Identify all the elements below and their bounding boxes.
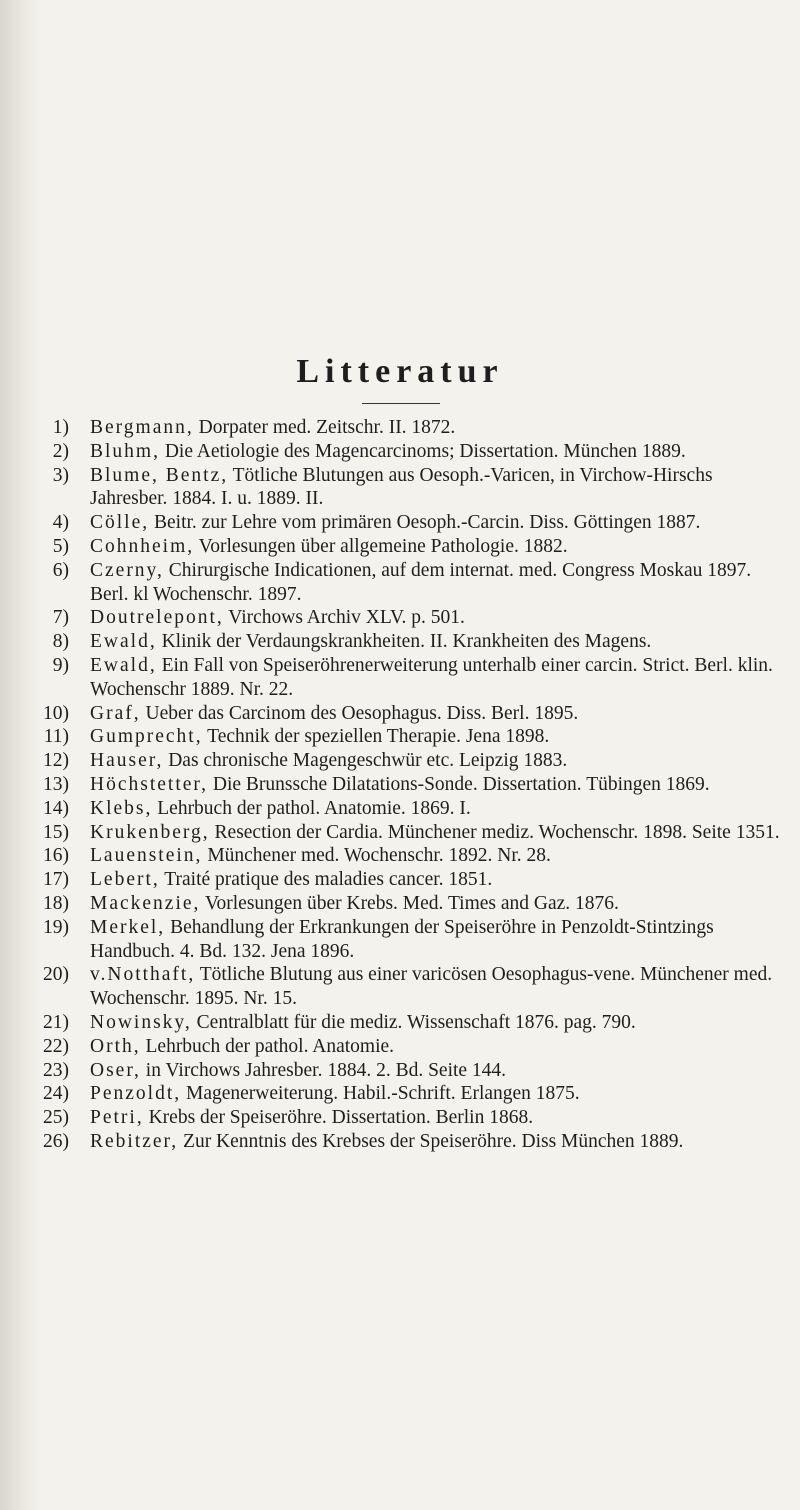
- reference-entry: [28, 963, 780, 1011]
- reference-text: Resection der Cardia. Münchener mediz. Wochenschr. 1898. Seite 1351.: [214, 821, 780, 843]
- reference-text: Münchener med. Wochenschr. 1892. Nr. 28.: [207, 845, 551, 867]
- reference-author: Ewald,: [90, 654, 157, 676]
- reference-number: 24): [43, 1083, 69, 1105]
- reference-text: Tötliche Blutungen aus Oesoph.-Varicen, in Virchow-Hirschs Jahresber. 1884. I. u. 1889. II.: [90, 464, 713, 510]
- reference-author: Oser,: [90, 1059, 141, 1081]
- reference-number: 8): [52, 631, 69, 653]
- reference-author: Ewald,: [90, 631, 157, 653]
- reference-author: Bluhm,: [90, 440, 160, 462]
- reference-entry: [28, 1082, 780, 1106]
- reference-author: Hauser,: [90, 750, 164, 772]
- reference-entry: [28, 606, 780, 630]
- reference-text: Die Brunssche Dilatations-Sonde. Dissertation. Tübingen 1869.: [212, 773, 710, 795]
- reference-author: Doutrelepont,: [90, 607, 224, 629]
- reference-author: v.Notthaft,: [90, 964, 196, 986]
- reference-number: 5): [52, 535, 69, 557]
- reference-number: 13): [43, 773, 69, 795]
- reference-entry: [28, 1059, 780, 1083]
- reference-number: 16): [43, 845, 69, 867]
- reference-author: Blume, Bentz,: [90, 464, 229, 486]
- reference-number: 2): [52, 440, 69, 462]
- reference-text: Tötliche Blutung aus einer varicösen Oesophagus-vene. Münchener med. Wochenschr. 1895. Nr. 15.: [90, 964, 773, 1010]
- reference-number: 4): [52, 512, 69, 534]
- reference-text: Magenerweiterung. Habil.-Schrift. Erlangen 1875.: [186, 1083, 580, 1105]
- reference-entry: [28, 464, 780, 512]
- reference-entry: [28, 511, 780, 535]
- reference-author: Cölle,: [90, 512, 150, 534]
- reference-author: Lauenstein,: [90, 845, 203, 867]
- reference-text: Das chronische Magengeschwür etc. Leipzig 1883.: [168, 750, 568, 772]
- reference-text: Ein Fall von Speiseröhrenerweiterung unterhalb einer carcin. Strict. Berl. klin. Wochenschr 1889. Nr. 22.: [90, 654, 773, 700]
- reference-number: 19): [43, 916, 69, 938]
- reference-number: 10): [43, 702, 69, 724]
- reference-entry: [28, 535, 780, 559]
- reference-author: Krukenberg,: [90, 821, 210, 843]
- reference-number: 22): [43, 1035, 69, 1057]
- reference-entry: [28, 1011, 780, 1035]
- reference-text: Krebs der Speiseröhre. Dissertation. Berlin 1868.: [148, 1107, 534, 1129]
- reference-text: Beitr. zur Lehre vom primären Oesoph.-Carcin. Diss. Göttingen 1887.: [154, 512, 701, 534]
- reference-author: Rebitzer,: [90, 1130, 179, 1152]
- reference-text: Behandlung der Erkrankungen der Speiseröhre in Penzoldt-Stintzings Handbuch. 4. Bd. 132. Jena 1896.: [90, 916, 714, 962]
- reference-author: Bergmann,: [90, 417, 194, 438]
- reference-number: 14): [43, 797, 69, 819]
- reference-text: Die Aetiologie des Magencarcinoms; Dissertation. München 1889.: [164, 440, 686, 462]
- reference-author: Höchstetter,: [90, 773, 208, 795]
- reference-text: Chirurgische Indicationen, auf dem internat. med. Congress Moskau 1897. Berl. kl Wochenschr. 1897.: [90, 559, 752, 605]
- reference-author: Merkel,: [90, 916, 166, 938]
- reference-author: Penzoldt,: [90, 1083, 182, 1105]
- reference-entry: [28, 416, 780, 440]
- reference-text: Virchows Archiv XLV. p. 501.: [228, 607, 465, 629]
- reference-text: Traité pratique des maladies cancer. 1851.: [164, 869, 493, 891]
- reference-entry: [28, 821, 780, 845]
- reference-entry: [28, 559, 780, 607]
- reference-number: 23): [43, 1059, 69, 1081]
- reference-number: 21): [43, 1011, 69, 1033]
- reference-author: Czerny,: [90, 559, 164, 581]
- reference-author: Cohnheim,: [90, 535, 195, 557]
- reference-number: 1): [52, 417, 69, 438]
- reference-text: Dorpater med. Zeitschr. II. 1872.: [198, 417, 456, 438]
- reference-number: 15): [43, 821, 69, 843]
- reference-entry: [28, 868, 780, 892]
- reference-author: Graf,: [90, 702, 141, 724]
- reference-entry: [28, 654, 780, 702]
- reference-text: Zur Kenntnis des Krebses der Speiseröhre. Diss München 1889.: [183, 1130, 684, 1152]
- reference-entry: [28, 1130, 780, 1154]
- reference-number: 12): [43, 750, 69, 772]
- reference-entry: [28, 749, 780, 773]
- page-title: Litteratur: [296, 352, 504, 390]
- reference-number: 11): [43, 726, 69, 748]
- reference-text: Ueber das Carcinom des Oesophagus. Diss. Berl. 1895.: [145, 702, 579, 724]
- reference-number: 26): [43, 1130, 69, 1152]
- reference-author: Nowinsky,: [90, 1011, 192, 1033]
- reference-entry: [28, 702, 780, 726]
- reference-entry: [28, 773, 780, 797]
- reference-list: [28, 416, 780, 1154]
- reference-entry: [28, 1035, 780, 1059]
- reference-text: Vorlesungen über allgemeine Pathologie. 1882.: [198, 535, 568, 557]
- reference-author: Klebs,: [90, 797, 153, 819]
- reference-number: 7): [52, 607, 69, 629]
- reference-entry: [28, 1106, 780, 1130]
- reference-author: Orth,: [90, 1035, 141, 1057]
- reference-text: Klinik der Verdaungskrankheiten. II. Krankheiten des Magens.: [161, 631, 652, 653]
- reference-entry: [28, 844, 780, 868]
- reference-entry: [28, 797, 780, 821]
- reference-entry: [28, 916, 780, 964]
- reference-number: 6): [52, 559, 69, 581]
- reference-text: Centralblatt für die mediz. Wissenschaft 1876. pag. 790.: [196, 1011, 636, 1033]
- reference-text: in Virchows Jahresber. 1884. 2. Bd. Seite 144.: [145, 1059, 507, 1081]
- reference-entry: [28, 892, 780, 916]
- reference-text: Vorlesungen über Krebs. Med. Times and Gaz. 1876.: [204, 892, 619, 914]
- reference-number: 20): [43, 964, 69, 986]
- reference-text: Lehrbuch der pathol. Anatomie.: [145, 1035, 395, 1057]
- reference-number: 3): [52, 464, 69, 486]
- reference-author: Gumprecht,: [90, 726, 203, 748]
- reference-entry: [28, 630, 780, 654]
- reference-author: Lebert,: [90, 869, 160, 891]
- reference-number: 17): [43, 869, 69, 891]
- reference-number: 18): [43, 892, 69, 914]
- reference-text: Technik der speziellen Therapie. Jena 1898.: [207, 726, 550, 748]
- reference-text: Lehrbuch der pathol. Anatomie. 1869. I.: [157, 797, 471, 819]
- reference-author: Mackenzie,: [90, 892, 201, 914]
- reference-number: 25): [43, 1107, 69, 1129]
- reference-entry: [28, 725, 780, 749]
- reference-entry: [28, 440, 780, 464]
- reference-author: Petri,: [90, 1107, 144, 1129]
- reference-number: 9): [52, 654, 69, 676]
- title-divider: [362, 403, 440, 404]
